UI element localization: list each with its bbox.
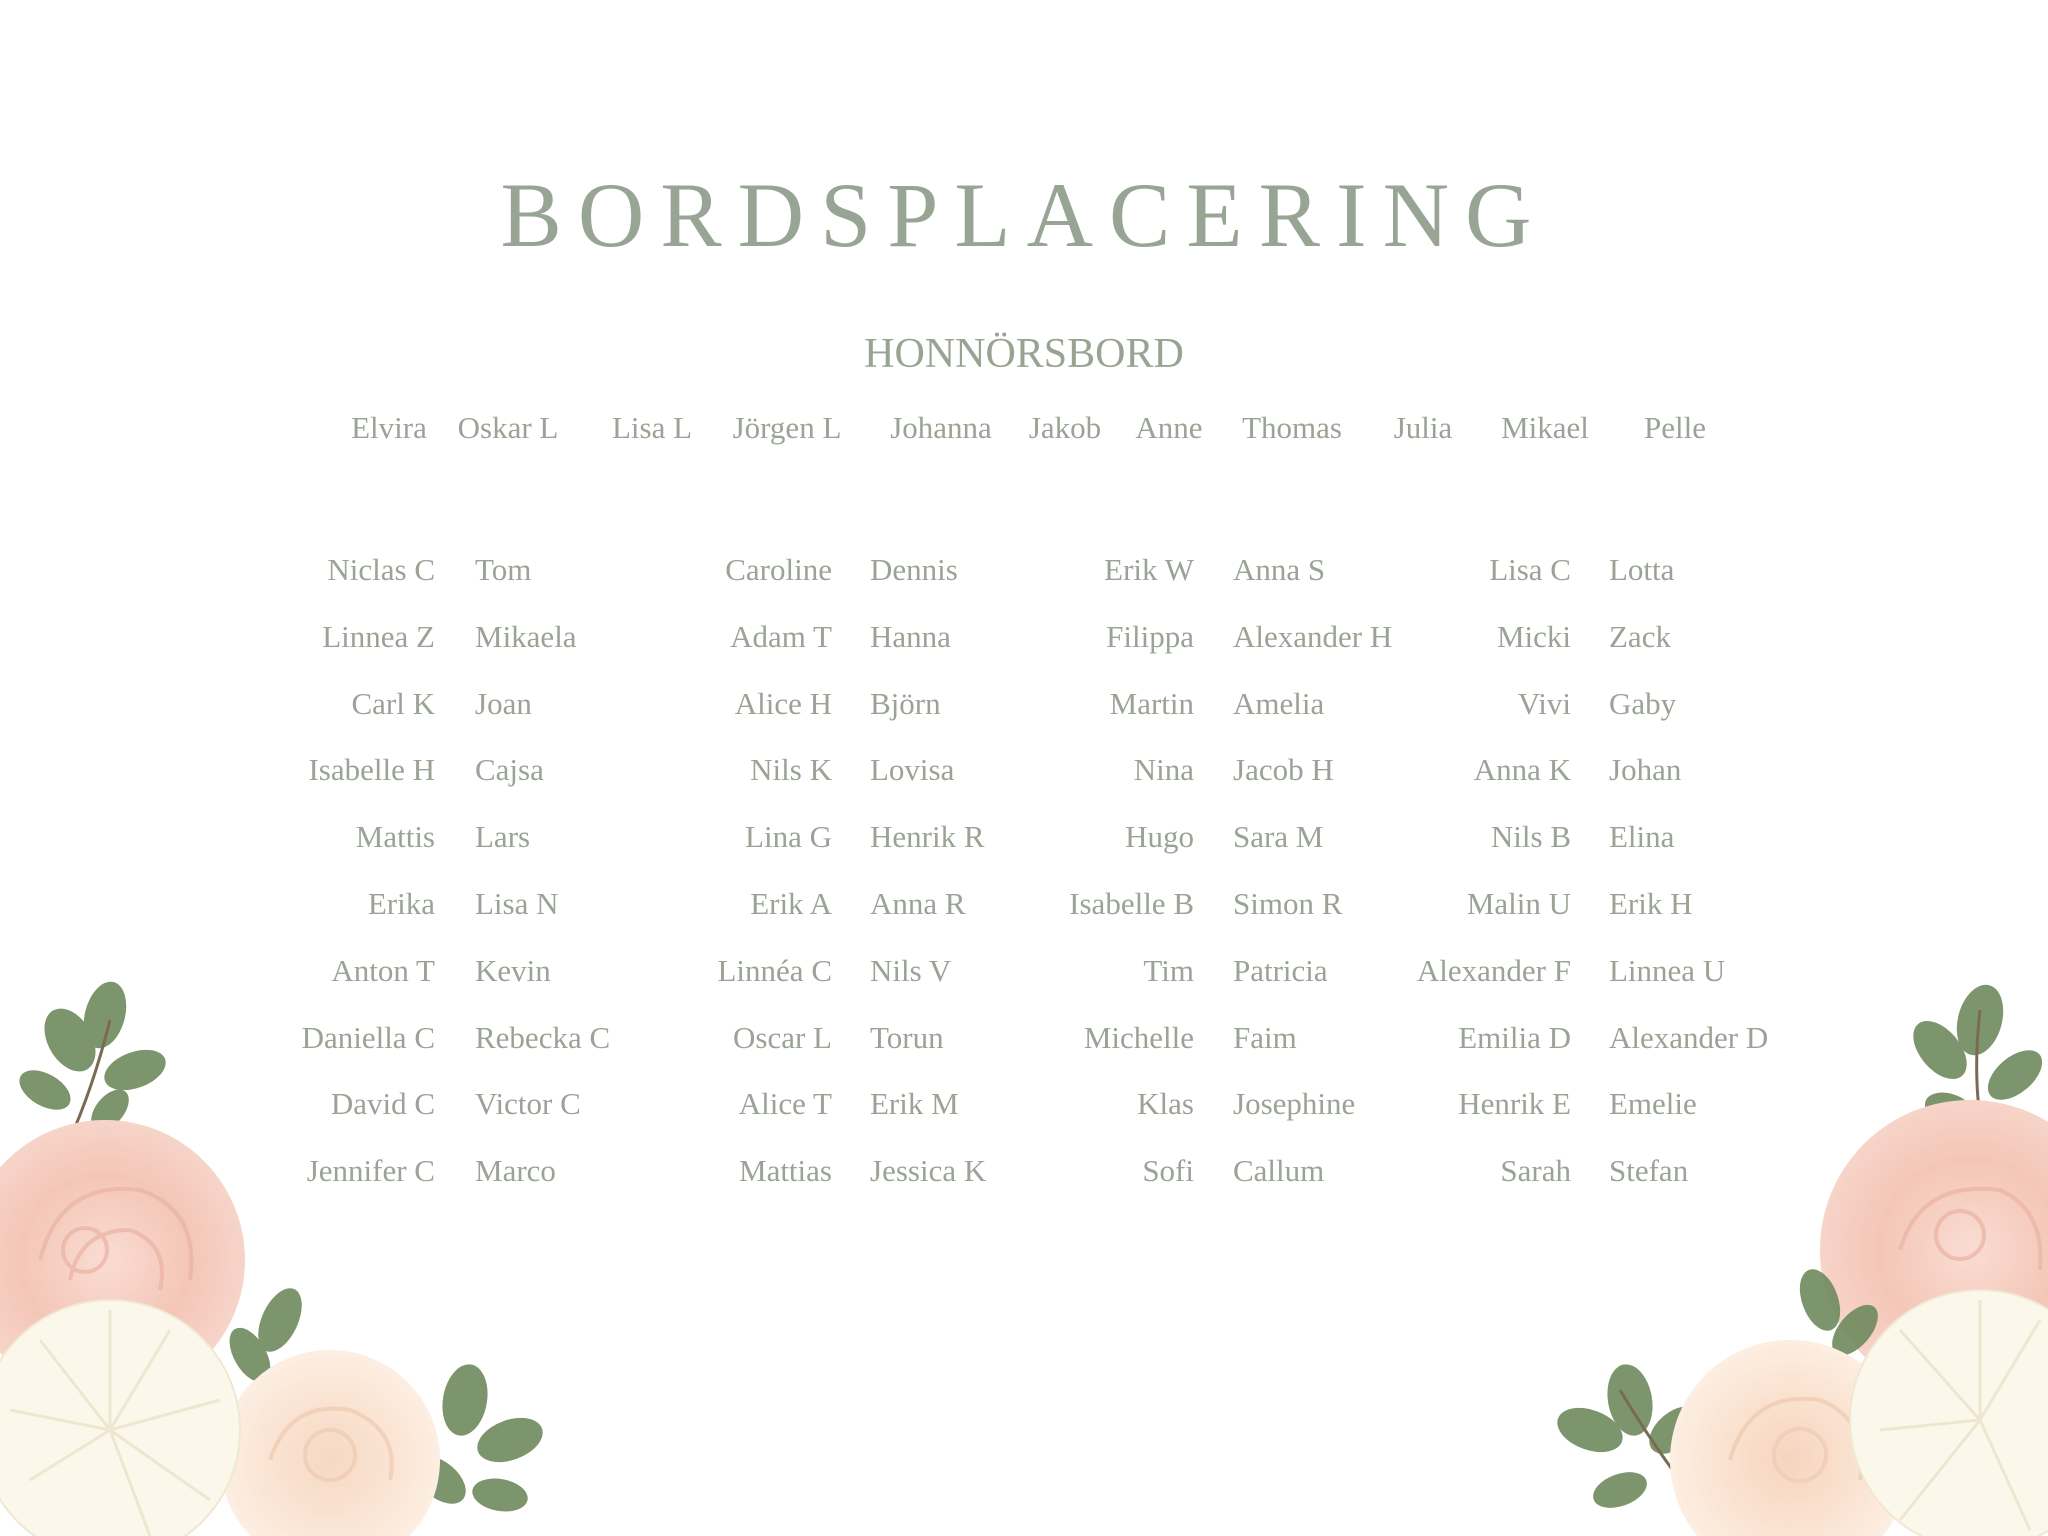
guest-name: Alice H (734, 685, 832, 721)
guest-name: Oscar L (733, 1019, 832, 1055)
guest-name: Sara M (1233, 819, 1324, 855)
guest-name: Caroline (725, 552, 832, 587)
head-table-guest: Mikael (1501, 410, 1589, 445)
guest-name: Mikaela (475, 618, 577, 654)
head-table-guest: Julia (1393, 410, 1453, 445)
guest-name: Isabelle B (1069, 886, 1194, 921)
guest-name: Anton T (331, 952, 435, 988)
guest-name: Lina G (745, 819, 832, 855)
page-title: BORDSPLACERING (500, 164, 1548, 266)
head-table-guest: Oskar L (457, 410, 559, 445)
guest-name: Martin (1109, 685, 1194, 721)
head-table-title: HONNÖRSBORD (864, 331, 1184, 377)
guest-name: Emelie (1609, 1086, 1697, 1122)
guest-name: Alice T (738, 1086, 832, 1122)
head-table-guest: Jakob (1028, 410, 1102, 445)
guest-name: Alexander F (1416, 952, 1571, 988)
guest-name: Daniella C (301, 1019, 435, 1055)
guest-name: Faim (1233, 1019, 1297, 1055)
guest-name: Niclas C (327, 552, 435, 587)
guest-name: Vivi (1517, 685, 1571, 721)
guest-name: Isabelle H (308, 752, 435, 788)
guest-name: Amelia (1233, 685, 1325, 721)
guest-name: Alexander H (1233, 618, 1393, 654)
guest-name: Lars (475, 819, 531, 855)
guest-name: Michelle (1083, 1019, 1194, 1055)
head-table-guest: Thomas (1242, 410, 1342, 445)
guest-name: Johan (1609, 752, 1682, 788)
guest-name: Nils B (1490, 819, 1571, 855)
guest-name: Hanna (870, 618, 951, 654)
guest-name: Tim (1143, 952, 1194, 988)
guest-name: Lovisa (870, 752, 955, 788)
guest-name: Stefan (1609, 1153, 1689, 1189)
guest-name: Callum (1233, 1153, 1325, 1189)
guest-name: Anna K (1473, 752, 1571, 788)
guest-name: Erik M (870, 1086, 959, 1122)
head-table-guest: Lisa L (611, 410, 693, 445)
head-table-guest: Johanna (890, 410, 992, 445)
guest-name: Mattis (355, 819, 435, 855)
guest-name: Alexander D (1609, 1019, 1769, 1055)
guest-name: Anna S (1233, 552, 1326, 587)
guest-name: Jennifer C (306, 1153, 435, 1189)
guest-name: Linnea Z (322, 618, 435, 654)
guest-name: Emilia D (1458, 1019, 1571, 1055)
guest-name: Jessica K (870, 1153, 987, 1189)
guest-name: Sofi (1142, 1153, 1194, 1189)
guest-name: Josephine (1233, 1086, 1356, 1122)
guest-name: Erik H (1609, 886, 1693, 921)
guest-name: Simon R (1233, 886, 1343, 921)
guest-name: Lisa C (1489, 552, 1571, 587)
guest-name: Zack (1609, 618, 1671, 654)
guest-name: Joan (475, 685, 532, 721)
guest-name: Elina (1609, 819, 1675, 855)
head-table-guest: Anne (1135, 410, 1203, 445)
guest-name: Lisa N (475, 886, 559, 921)
guest-name: Dennis (870, 552, 958, 587)
guest-name: Patricia (1233, 952, 1328, 988)
head-table-guest: Pelle (1644, 410, 1706, 445)
guest-name: Hugo (1125, 819, 1194, 855)
guest-name: Rebecka C (475, 1019, 611, 1055)
guest-name: Lotta (1609, 552, 1675, 587)
guest-name: David C (330, 1086, 435, 1122)
head-table-guest: Jörgen L (732, 410, 842, 445)
guest-name: Erika (367, 886, 435, 921)
guest-name: Anna R (870, 886, 966, 921)
guest-name: Henrik R (870, 819, 985, 855)
guest-name: Kevin (475, 952, 551, 988)
guest-name: Tom (475, 552, 532, 587)
guest-name: Henrik E (1458, 1086, 1571, 1122)
guest-name: Sarah (1500, 1153, 1571, 1189)
guest-name: Victor C (475, 1086, 581, 1122)
guest-name: Jacob H (1233, 752, 1334, 788)
guest-name: Linnéa C (717, 952, 832, 988)
guest-name: Nils K (750, 752, 832, 788)
guest-name: Erik A (750, 886, 832, 921)
guest-name: Nina (1133, 752, 1194, 788)
guest-name: Mattias (739, 1153, 832, 1189)
guest-name: Björn (870, 685, 941, 721)
floral-corner-bottom-right (1500, 960, 2048, 1536)
guest-name: Torun (870, 1019, 944, 1055)
guest-name: Micki (1496, 618, 1571, 654)
guest-name: Erik W (1104, 552, 1194, 587)
guest-name: Adam T (730, 618, 832, 654)
guest-name: Linnea U (1609, 952, 1726, 988)
guest-name: Nils V (870, 952, 952, 988)
guest-name: Carl K (351, 685, 435, 721)
guest-name: Filippa (1106, 618, 1194, 654)
guest-name: Klas (1137, 1086, 1194, 1122)
guest-name: Gaby (1609, 685, 1677, 721)
guest-name: Cajsa (475, 752, 544, 788)
guest-name: Marco (475, 1153, 556, 1189)
head-table-guest: Elvira (351, 410, 427, 445)
guest-name: Malin U (1466, 886, 1571, 921)
